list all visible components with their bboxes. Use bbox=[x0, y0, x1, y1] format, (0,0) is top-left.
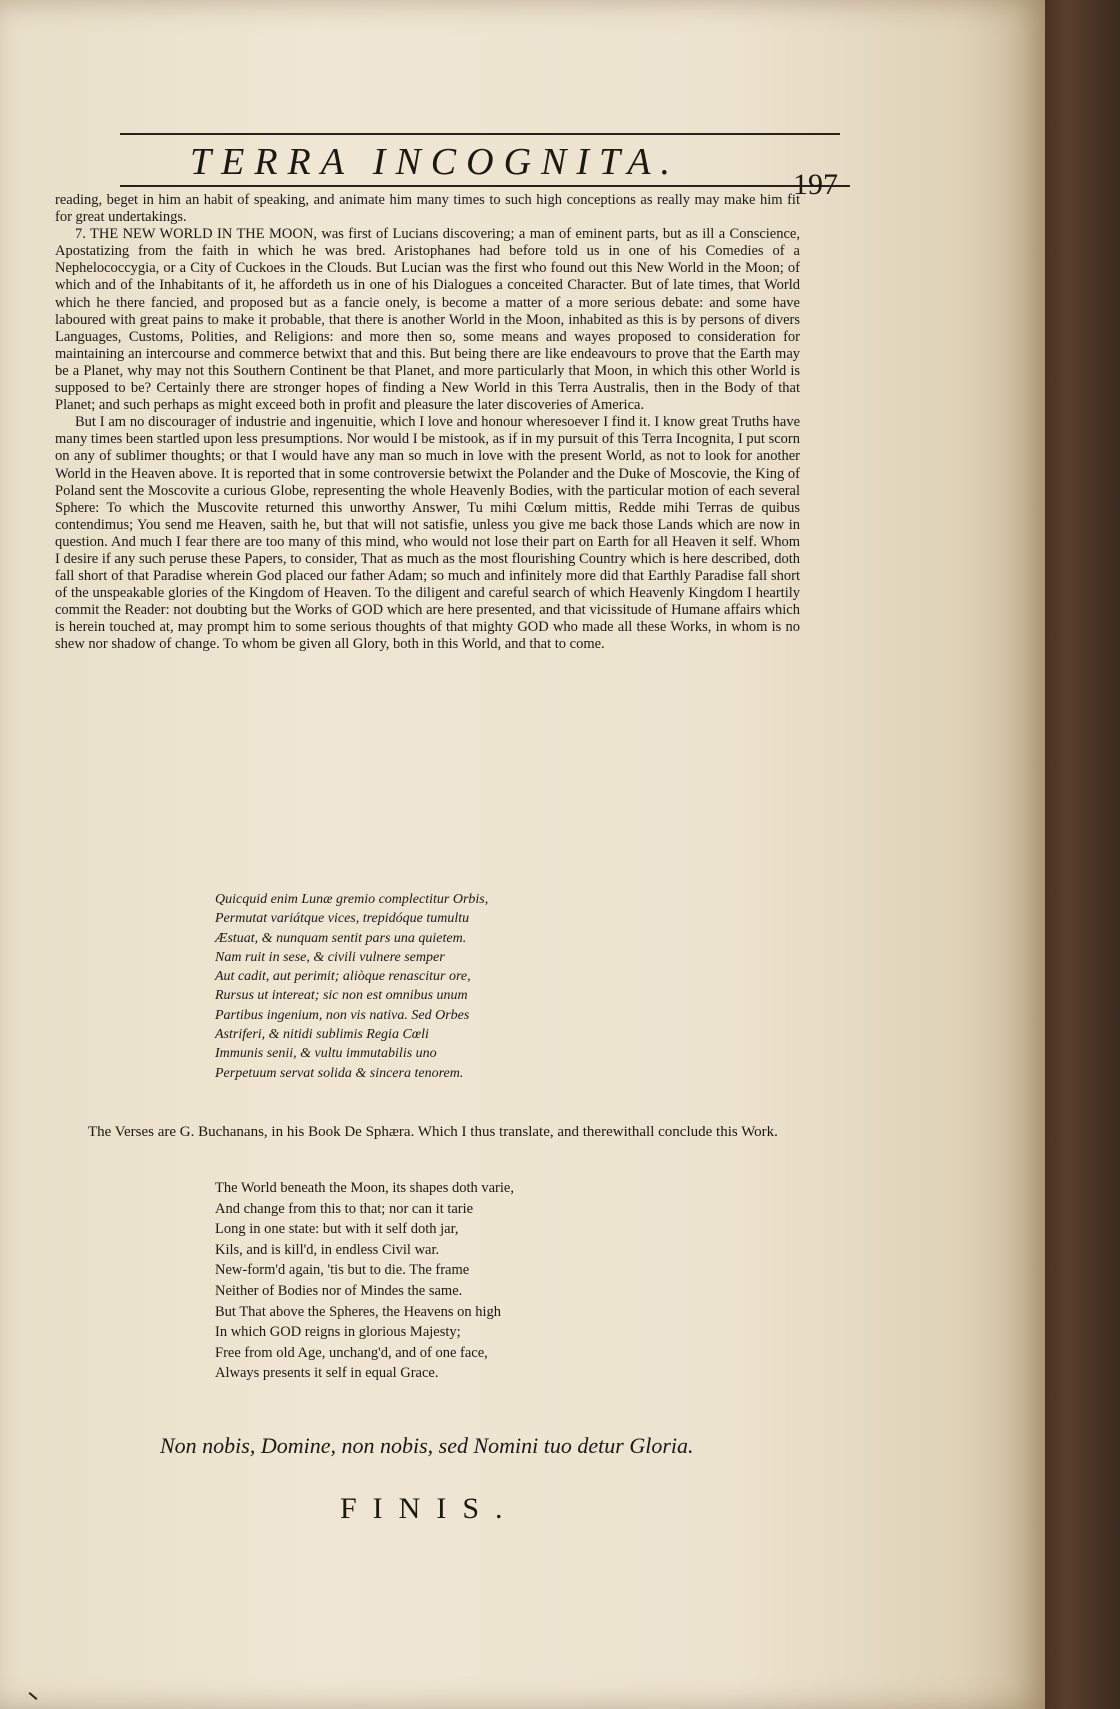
latin-verse-line: Astriferi, & nitidi sublimis Regia Cœli bbox=[215, 1027, 429, 1043]
page-number: 197 bbox=[793, 168, 838, 201]
english-verse-line: Kils, and is kill'd, in endless Civil war. bbox=[215, 1241, 440, 1258]
latin-verse bbox=[215, 890, 635, 1083]
english-verse-line: Long in one state: but with it self doth jar, bbox=[215, 1221, 459, 1238]
latin-verse-line: Permutat variátque vices, trepidóque tumultu bbox=[215, 911, 470, 927]
english-verse-line: Neither of Bodies nor of Mindes the same. bbox=[215, 1282, 463, 1299]
header-rule-bottom bbox=[120, 185, 850, 187]
english-verse-line: And change from this to that; nor can it tarie bbox=[215, 1200, 474, 1217]
latin-verse-line: Partibus ingenium, non vis nativa. Sed Orbes bbox=[215, 1007, 470, 1023]
paragraph-new-world-in-the-moon: 7. THE NEW WORLD IN THE MOON, was first of Lucians discovering; a man of eminent parts, but as ill a Conscience, Apostatizing from the faith in which he was bred. Aristophanes had before told us in one of his Comedies of a Nephelococcygia, or a City of Cuckoes in the Clouds. But Lucian was the first who found out this New World in the Moon; of which and of the Inhabitants of it, he affordeth us in one of his Dialogues a conceited Character. But of late times, that World which he there fancied, and proposed but as a fancie onely, is become a matter of a more serious debate: and some have laboured with great pains to make it probable, that there is another World in the Moon, inhabited as this is by persons of divers Languages, Customs, Polities, and Religions: and more then so, some means and wayes proposed to consideration for maintaining an intercourse and commerce betwixt that and this. But being there are like endeavours to prove that the Earth may be a Planet, why may not this Southern Continent be that Planet, and more particularly that Moon, in which this other World is supposed to be? Certainly there are stronger hopes of finding a New World in this Terra Australis, then in the Body of that Planet; and such perhaps as might exceed both in profit and pleasure the later discoveries of America. bbox=[55, 226, 800, 414]
running-title: TERRA INCOGNITA. bbox=[190, 141, 681, 183]
english-verse-line: Always presents it self in equal Grace. bbox=[215, 1365, 439, 1382]
finis-title: FINIS. bbox=[340, 1492, 519, 1525]
latin-verse-line: Immunis senii, & vultu immutabilis uno bbox=[215, 1046, 437, 1062]
english-verse-line: But That above the Spheres, the Heavens on high bbox=[215, 1303, 502, 1320]
paragraph-continued: reading, beget in him an habit of speaking, and animate him many times to such high conceptions as really may make him fit for great undertakings. bbox=[55, 192, 800, 226]
header-rule-top bbox=[120, 133, 840, 135]
english-verse-line: New-form'd again, 'tis but to die. The frame bbox=[215, 1262, 470, 1279]
closing-motto: Non nobis, Domine, non nobis, sed Nomini tuo detur Gloria. bbox=[160, 1433, 694, 1458]
paragraph-conclusion: But I am no discourager of industrie and ingenuitie, which I love and honour wheresoever I find it. I know great Truths have many times been startled upon less presumptions. Nor would I be mistook, as if in my pursuit of this Terra Incognita, I put scorn on any of sublimer thoughts; or that I would have any man so much in love with the present World, as not to look for another World in the Heaven above. It is reported that in some controversie betwixt the Polander and the Duke of Moscovie, the King of Poland sent the Moscovite a curious Globe, representing the whole Heavenly Bodies, with the particular motion of each several Sphere: To which the Muscovite returned this unworthy Answer, Tu mihi Cœlum mittis, Redde mihi Terras de quibus contendimus; You send me Heaven, saith he, but that will not satisfie, unless you give me back those Lands which are now in question. And much I fear there are too many of this mind, who would not lose their part on Earth for all Heaven it self. Whom I desire if any such peruse these Papers, to consider, That as much as the most flourishing Country which is here described, doth fall short of that Paradise wherein God placed our father Adam; so much and infinitely more did that Earthly Paradise fall short of the unspeakable glories of the Kingdom of Heaven. To the diligent and careful search of which Heavenly Kingdom I heartily commit the Reader: not doubting but the Works of GOD which are here presented, and that vicissitude of Humane affairs which is herein touched at, may prompt him to some serious thoughts of that mighty GOD who made all these Works, in whom is no shew nor shadow of change. To whom be given all Glory, both in this World, and that to come. bbox=[55, 414, 800, 653]
latin-verse-line: Nam ruit in sese, & civili vulnere semper bbox=[215, 949, 445, 965]
body-text bbox=[55, 192, 800, 654]
verse-intro: The Verses are G. Buchanans, in his Book De Sphæra. Which I thus translate, and therewithall conclude this Work. bbox=[88, 1124, 778, 1140]
english-verse-line: The World beneath the Moon, its shapes doth varie, bbox=[215, 1180, 514, 1196]
latin-verse-line: Æstuat, & nunquam sentit pars una quietem. bbox=[215, 930, 467, 946]
latin-verse-line: Aut cadit, aut perimit; aliòque renascitur ore, bbox=[215, 969, 471, 985]
latin-verse-line: Quicquid enim Lunæ gremio complectitur Orbis, bbox=[215, 892, 489, 907]
english-verse-line: In which GOD reigns in glorious Majesty; bbox=[215, 1324, 461, 1341]
corner-mark bbox=[29, 1692, 38, 1700]
english-verse-line: Free from old Age, unchang'd, and of one face, bbox=[215, 1344, 488, 1361]
latin-verse-line: Perpetuum servat solida & sincera tenorem. bbox=[215, 1065, 464, 1081]
latin-verse-line: Rursus ut intereat; sic non est omnibus unum bbox=[215, 988, 468, 1004]
english-verse bbox=[215, 1178, 635, 1384]
